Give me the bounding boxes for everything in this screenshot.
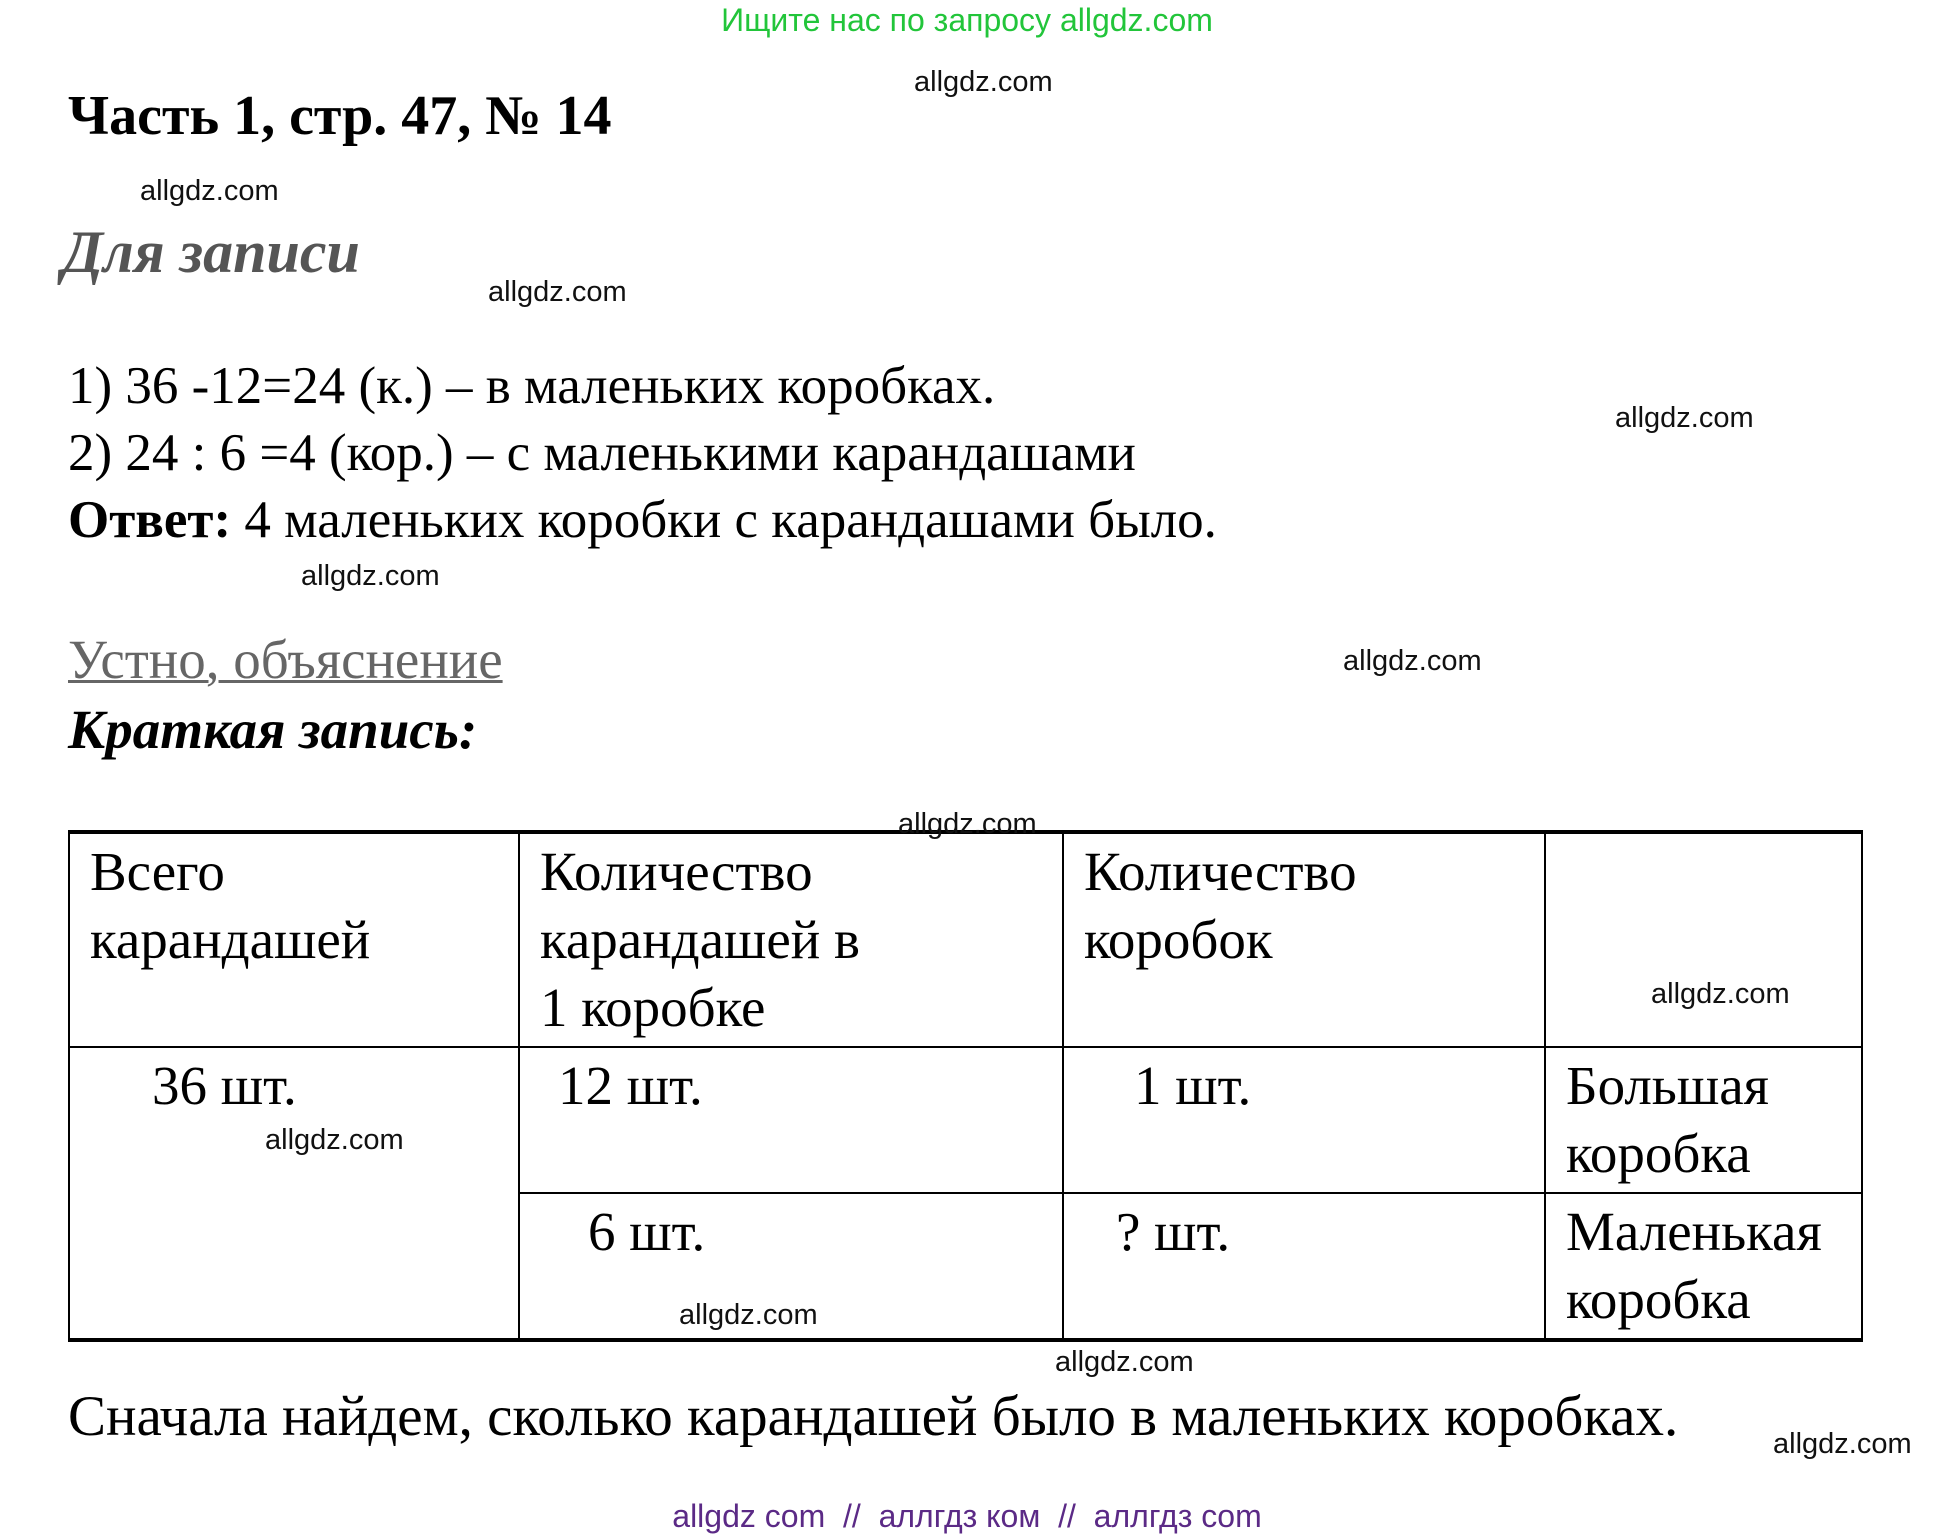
header-boxes-text: Количество коробок: [1084, 841, 1357, 970]
table-row: [69, 1047, 1862, 1193]
watermark: allgdz.com: [1055, 1346, 1194, 1378]
cell-per-box: 6 шт.: [519, 1193, 1063, 1340]
solution-step-2: 2) 24 : 6 =4 (кор.) – с маленькими карандашами: [68, 424, 1136, 482]
header-per-box: [519, 832, 1063, 1047]
table-header-row: [69, 832, 1862, 1047]
watermark: allgdz.com: [265, 1124, 404, 1156]
cell-per-box: 12 шт.: [519, 1047, 1063, 1193]
page-title: Часть 1, стр. 47, № 14: [68, 85, 612, 147]
watermark: allgdz.com: [914, 66, 1053, 98]
explanation-text: Сначала найдем, сколько карандашей было в маленьких коробках.: [68, 1385, 1679, 1448]
cell-boxes: 1 шт.: [1063, 1047, 1545, 1193]
top-banner[interactable]: Ищите нас по запросу allgdz.com: [721, 2, 1213, 38]
answer-label: Ответ:: [68, 491, 232, 549]
watermark: allgdz.com: [301, 560, 440, 592]
cell-type: Маленькая коробка: [1545, 1193, 1862, 1340]
watermark: allgdz.com: [898, 808, 1037, 840]
brief-record-table: [68, 830, 1863, 1342]
section-record-heading: Для записи: [62, 219, 360, 285]
header-per-box-text: Количество карандашей в 1 коробке: [540, 841, 860, 1038]
watermark: allgdz.com: [1651, 978, 1790, 1010]
solution-step-1: 1) 36 -12=24 (к.) – в маленьких коробках.: [68, 357, 996, 415]
answer-text: 4 маленьких коробки с карандашами было.: [231, 491, 1217, 549]
watermark: allgdz.com: [488, 276, 627, 308]
header-type: [1545, 832, 1862, 1047]
header-boxes: [1063, 832, 1545, 1047]
watermark: allgdz.com: [1343, 645, 1482, 677]
header-total: Всего карандашей: [69, 832, 519, 1047]
footer-links[interactable]: allgdz com // аллгдз ком // аллгдз com: [672, 1498, 1262, 1534]
cell-total: 36 шт.: [69, 1047, 519, 1340]
cell-boxes: ? шт.: [1063, 1193, 1545, 1340]
section-brief-heading: Краткая запись:: [68, 699, 478, 760]
watermark: allgdz.com: [140, 175, 279, 207]
watermark: allgdz.com: [1615, 402, 1754, 434]
watermark: allgdz.com: [1773, 1428, 1912, 1460]
section-oral-heading: Устно, объяснение: [68, 629, 503, 690]
watermark: allgdz.com: [679, 1299, 818, 1331]
answer: [68, 490, 1217, 550]
cell-type: Большая коробка: [1545, 1047, 1862, 1193]
